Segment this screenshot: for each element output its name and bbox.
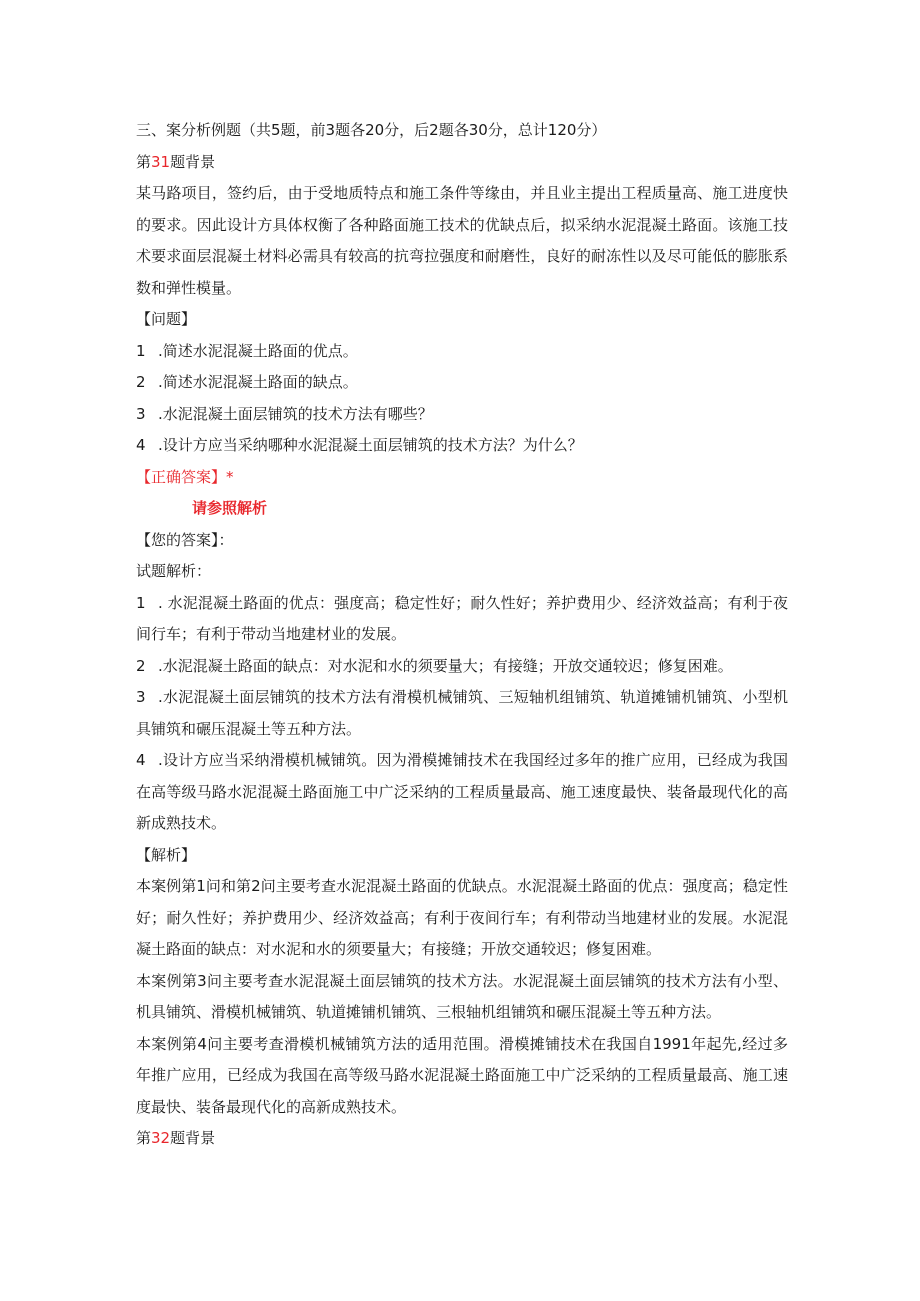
explanation-paragraph: 本案例第1问和第2问主要考查水泥混凝土路面的优缺点。水泥混凝土路面的优点：强度高；稳定性好；耐久性好；养护费用少、经济效益高；有利于夜间行车；有利带动当地建材业的发展。水泥混凝土路面的缺点：对水泥和水的须要量大；有接缝；开放交通较迟；修复困难。	[136, 877, 788, 958]
answer-item	[136, 651, 788, 683]
explanation-paragraph: 本案例第4问主要考查滑模机械铺筑方法的适用范围。滑模摊铺技术在我国自1991年起先,经过多年推广应用，已经成为我国在高等级马路水泥混凝土路面施工中广泛采纳的工程质量最高、施工速度最快、装备最现代化的高新成熟技术。	[136, 1034, 788, 1116]
question-text: .设计方应当采纳哪种水泥混凝土面层铺筑的技术方法？为什么？	[158, 436, 583, 454]
answer-text: .水泥混凝土路面的缺点：对水泥和水的须要量大；有接缝；开放交通较迟；修复困难。	[158, 656, 733, 675]
answer-text: .水泥混凝土面层铺筑的技术方法有滑模机械铺筑、三短轴机组铺筑、轨道摊铺机铺筑、小型机具铺筑和碾压混凝土等五种方法。	[136, 688, 788, 738]
answer-item	[136, 745, 788, 840]
answer-text: .设计方应当采纳滑模机械铺筑。因为滑模摊铺技术在我国经过多年的推广应用，已经成为我国在高等级马路水泥混凝土路面施工中广泛采纳的工程质量最高、施工速度最快、装备最现代化的高新成熟技术。	[136, 751, 788, 832]
question-item	[136, 399, 788, 431]
question-item	[136, 367, 788, 399]
section-title: 三、案分析例题（共5题，前3题各20分，后2题各30分，总计120分）	[136, 121, 607, 139]
question-text: .水泥混凝土面层铺筑的技术方法有哪些？	[158, 404, 433, 423]
answer-number: 4	[136, 751, 146, 769]
explanation-label: 【解析】	[136, 845, 197, 864]
answer-item	[136, 588, 788, 651]
q32-header-prefix: 第	[136, 1129, 152, 1147]
q31-header-suffix: 题背景	[170, 152, 216, 171]
correct-answer-text: 请参照解析	[192, 499, 268, 517]
answer-number: 2	[136, 656, 146, 675]
question-text: .简述水泥混凝土路面的缺点。	[158, 373, 358, 391]
answer-text: . 水泥混凝土路面的优点：强度高；稳定性好；耐久性好；养护费用少、经济效益高；有利于夜间行车；有利于带动当地建材业的发展。	[136, 593, 788, 643]
question-number: 3	[136, 404, 146, 423]
question-number: 4	[136, 436, 146, 454]
questions-label: 【问题】	[136, 310, 197, 328]
q32-header-number: 32	[151, 1129, 171, 1147]
document-page	[136, 115, 788, 1155]
answer-number: 3	[136, 688, 146, 706]
q32-header	[136, 1123, 788, 1155]
question-number: 1	[136, 341, 146, 360]
explanation-paragraph: 本案例第3问主要考查水泥混凝土面层铺筑的技术方法。水泥混凝土面层铺筑的技术方法有小型、机具铺筑、滑模机械铺筑、轨道摊铺机铺筑、三根轴机组铺筑和碾压混凝土等五种方法。	[136, 971, 788, 1021]
question-text: .简述水泥混凝土路面的优点。	[158, 341, 358, 360]
q31-header-prefix: 第	[136, 152, 152, 171]
q31-header-number: 31	[151, 152, 171, 171]
your-answer-label: 【您的答案】：	[136, 530, 234, 549]
question-number: 2	[136, 373, 146, 391]
analysis-label: 试题解析：	[136, 562, 212, 580]
answer-number: 1	[136, 593, 146, 612]
q31-header	[136, 147, 788, 179]
question-item	[136, 430, 788, 462]
question-item	[136, 336, 788, 368]
q32-header-suffix: 题背景	[170, 1129, 216, 1147]
correct-answer-label: 【正确答案】*	[136, 467, 234, 486]
q31-background: 某马路项目，签约后，由于受地质特点和施工条件等缘由，并且业主提出工程质量高、施工进度快的要求。因此设计方具体权衡了各种路面施工技术的优缺点后，拟采纳水泥混凝土路面。该施工技术要求面层混凝土材料必需具有较高的抗弯拉强度和耐磨性，良好的耐冻性以及尽可能低的膨胀系数和弹性模量。	[136, 184, 788, 297]
answer-item	[136, 682, 788, 745]
